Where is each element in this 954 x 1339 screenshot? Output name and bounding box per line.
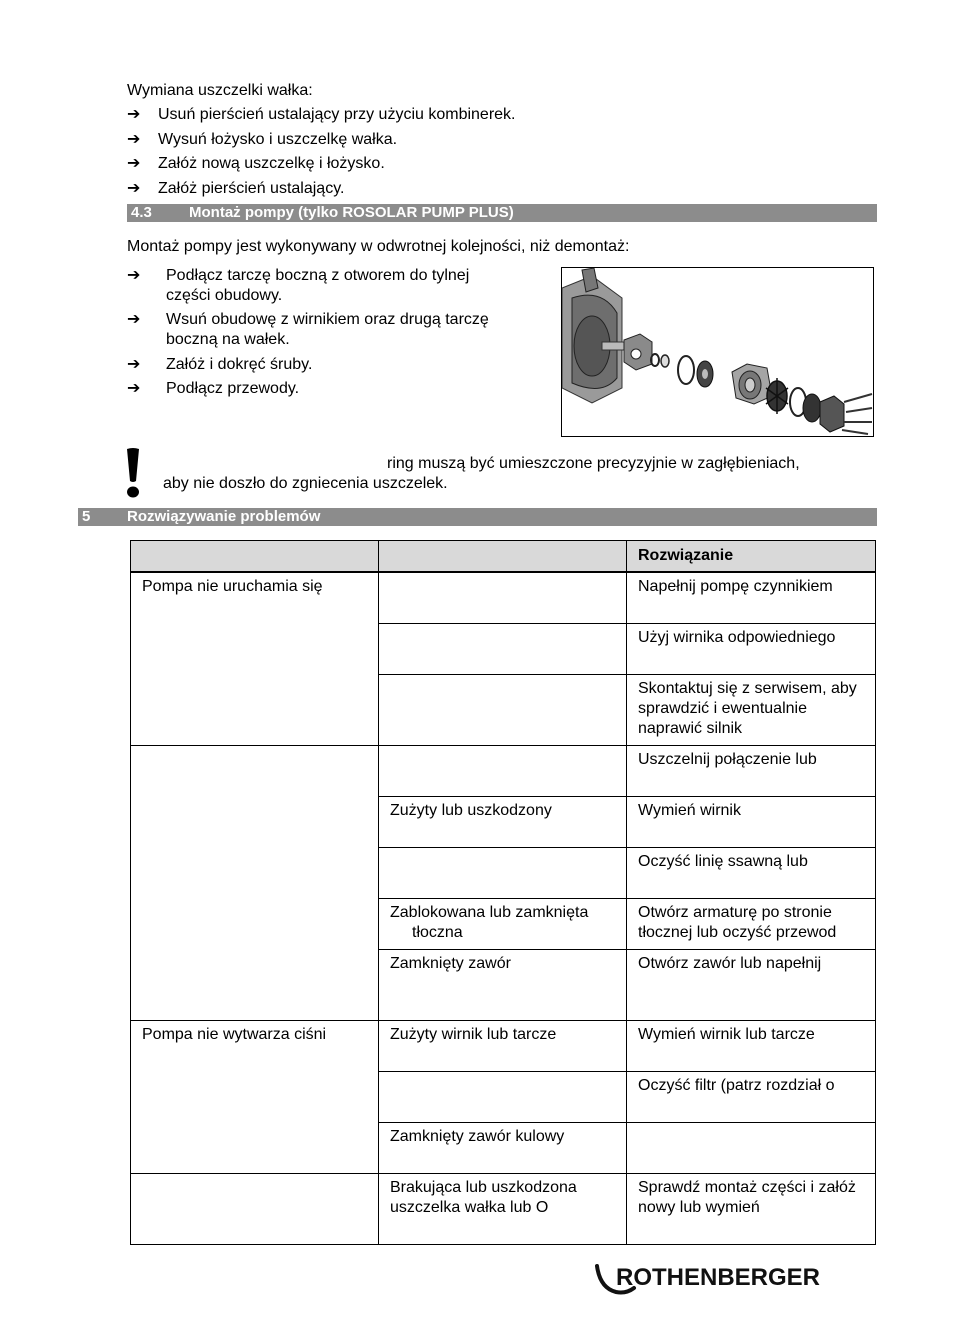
header-solution: Rozwiązanie — [627, 541, 876, 573]
cause-cell — [379, 746, 627, 797]
arrow-right-icon: ➔ — [127, 131, 141, 148]
cause-cell — [379, 624, 627, 675]
table-row — [131, 1174, 876, 1245]
rothenberger-logo — [594, 1262, 829, 1300]
arrow-right-icon: ➔ — [127, 356, 141, 373]
cause-cell: Zużyty wirnik lub tarcze — [379, 1021, 627, 1072]
intro-heading: Wymiana uszczelki wałka: — [127, 82, 313, 99]
section-heading-5: 5 Rozwiązywanie problemów — [78, 508, 877, 526]
table-header-row — [131, 541, 876, 573]
section-heading-4-3: 4.3 Montaż pompy (tylko ROSOLAR PUMP PLUS) — [127, 204, 877, 222]
solution-cell: Otwórz armaturę po stronie tłocznej lub oczyść przewod — [627, 899, 876, 950]
table-row — [131, 1021, 876, 1072]
cause-cell — [379, 572, 627, 624]
solution-cell: Oczyść linię ssawną lub — [627, 848, 876, 899]
solution-cell: Wymień wirnik lub tarcze — [627, 1021, 876, 1072]
solution-cell: Otwórz zawór lub napełnij — [627, 950, 876, 1021]
solution-cell: Wymień wirnik — [627, 797, 876, 848]
solution-cell: Uszczelnij połączenie lub — [627, 746, 876, 797]
problem-cell — [131, 746, 379, 1021]
header-cause — [379, 541, 627, 573]
solution-cell: Napełnij pompę czynnikiem — [627, 572, 876, 624]
problem-cell — [131, 1174, 379, 1245]
problem-cell: Pompa nie uruchamia się — [131, 572, 379, 746]
cause-cell: Zamknięty zawór kulowy — [379, 1123, 627, 1174]
cause-cell — [379, 1072, 627, 1123]
pump-exploded-drawing — [562, 268, 873, 436]
cause-cell — [379, 848, 627, 899]
solution-cell: Sprawdź montaż części i załóż nowy lub wymień — [627, 1174, 876, 1245]
cause-cell: Zamknięty zawór — [379, 950, 627, 1021]
warning-text-line1: ring muszą być umieszczone precyzyjnie w zagłębieniach, — [387, 455, 800, 472]
cause-cell: Brakująca lub uszkodzona uszczelka wałka lub O — [379, 1174, 627, 1245]
arrow-right-icon: ➔ — [127, 267, 141, 284]
solution-cell — [627, 1123, 876, 1174]
table-row — [131, 746, 876, 797]
cause-cell — [379, 675, 627, 746]
solution-cell: Skontaktuj się z serwisem, aby sprawdzić i ewentualnie naprawić silnik — [627, 675, 876, 746]
arrow-right-icon: ➔ — [127, 180, 141, 197]
arrow-right-icon: ➔ — [127, 106, 141, 123]
pump-exploded-view-image — [561, 267, 874, 437]
arrow-right-icon: ➔ — [127, 380, 141, 397]
arrow-right-icon: ➔ — [127, 311, 141, 328]
cause-cell: Zużyty lub uszkodzony — [379, 797, 627, 848]
solution-cell: Użyj wirnika odpowiedniego — [627, 624, 876, 675]
cause-cell: Zablokowana lub zamknięta tłoczna — [379, 899, 627, 950]
problem-cell: Pompa nie wytwarza ciśni — [131, 1021, 379, 1174]
logo-text: ROTHENBERGER — [616, 1264, 821, 1291]
troubleshooting-table — [130, 540, 876, 1245]
table-row — [131, 572, 876, 624]
header-problem — [131, 541, 379, 573]
section-lead: Montaż pompy jest wykonywany w odwrotnej kolejności, niż demontaż: — [127, 238, 630, 255]
solution-cell: Oczyść filtr (patrz rozdział o — [627, 1072, 876, 1123]
arrow-right-icon: ➔ — [127, 155, 141, 172]
exclamation-icon — [125, 447, 141, 499]
warning-text-line2: aby nie doszło do zgniecenia uszczelek. — [163, 475, 448, 492]
